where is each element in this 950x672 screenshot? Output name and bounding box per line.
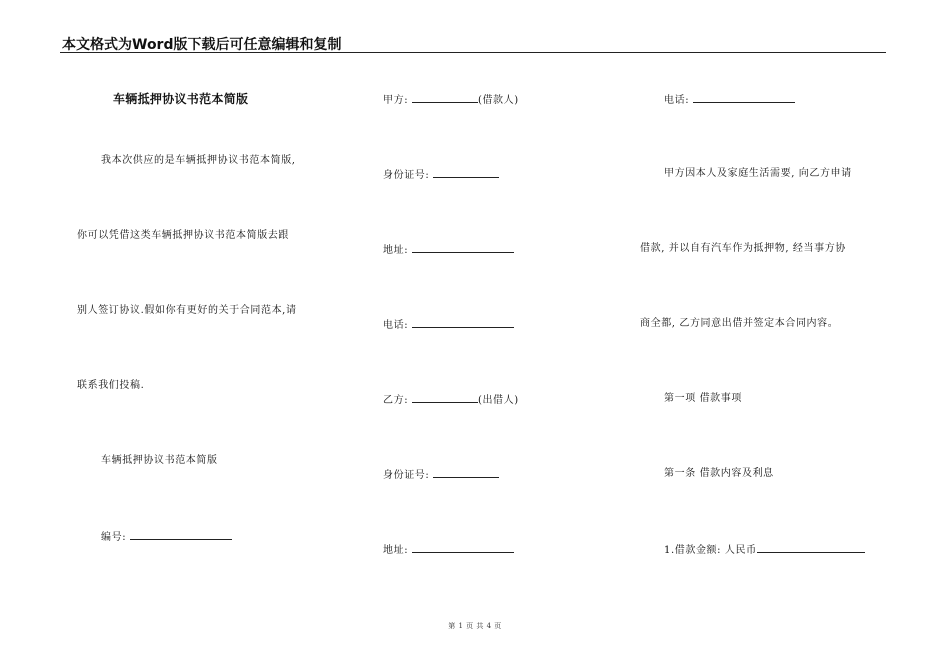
intro-line-3: 别人签订协议.假如你有更好的关于合同范本,请	[77, 305, 297, 316]
loan-amount-blank	[757, 543, 865, 553]
loan-amount-label: 1.借款金额: 人民币	[664, 545, 757, 556]
party-b-label: 乙方:	[383, 395, 409, 406]
party-b-blank	[412, 393, 478, 403]
header-divider	[60, 52, 886, 53]
party-b-id-blank	[433, 468, 499, 478]
party-a-address-label: 地址:	[383, 245, 409, 256]
party-b-address-label: 地址:	[383, 545, 409, 556]
party-a-phone-blank	[412, 318, 514, 328]
intro-line-1: 我本次供应的是车辆抵押协议书范本简版,	[101, 155, 296, 166]
party-a-label: 甲方:	[383, 95, 409, 106]
document-title: 车辆抵押协议书范本简版	[113, 92, 249, 106]
party-a-phone-label: 电话:	[383, 320, 409, 331]
party-a-id-label: 身份证号:	[383, 170, 430, 181]
party-a-id-row	[383, 168, 499, 182]
party-b-id-row	[383, 468, 499, 482]
party-a-address-row	[383, 243, 514, 257]
contract-number-blank	[130, 530, 232, 540]
party-a-id-blank	[433, 168, 499, 178]
party-b-address-row	[383, 543, 514, 557]
party-a-phone-row	[383, 318, 514, 332]
party-a-role: (借款人)	[477, 95, 519, 106]
section-heading-1: 第一项 借款事项	[664, 393, 742, 404]
party-b-phone-row	[664, 93, 795, 107]
party-b-phone-blank	[693, 93, 795, 103]
preamble-line-1: 甲方因本人及家庭生活需要, 向乙方申请	[664, 168, 852, 179]
contract-number-row	[101, 530, 232, 544]
party-b-row	[383, 393, 519, 407]
party-b-phone-label: 电话:	[664, 95, 690, 106]
party-a-address-blank	[412, 243, 514, 253]
clause-heading-1: 第一条 借款内容及利息	[664, 468, 774, 479]
preamble-line-3: 商全都, 乙方同意出借并签定本合同内容。	[640, 318, 839, 329]
party-a-blank	[412, 93, 478, 103]
contract-number-label: 编号:	[101, 532, 127, 543]
party-b-id-label: 身份证号:	[383, 470, 430, 481]
loan-amount-row	[664, 543, 865, 557]
preamble-line-2: 借款, 并以自有汽车作为抵押物, 经当事方协	[640, 243, 846, 254]
intro-line-2: 你可以凭借这类车辆抵押协议书范本简版去跟	[77, 230, 289, 241]
header-title: 本文格式为Word版下载后可任意编辑和复制	[62, 37, 342, 53]
intro-line-4: 联系我们投稿.	[77, 380, 145, 391]
party-b-role: (出借人)	[477, 395, 519, 406]
contract-subtitle: 车辆抵押协议书范本简版	[101, 455, 218, 466]
page-number: 第 1 页 共 4 页	[448, 622, 502, 630]
party-b-address-blank	[412, 543, 514, 553]
party-a-row	[383, 93, 519, 107]
